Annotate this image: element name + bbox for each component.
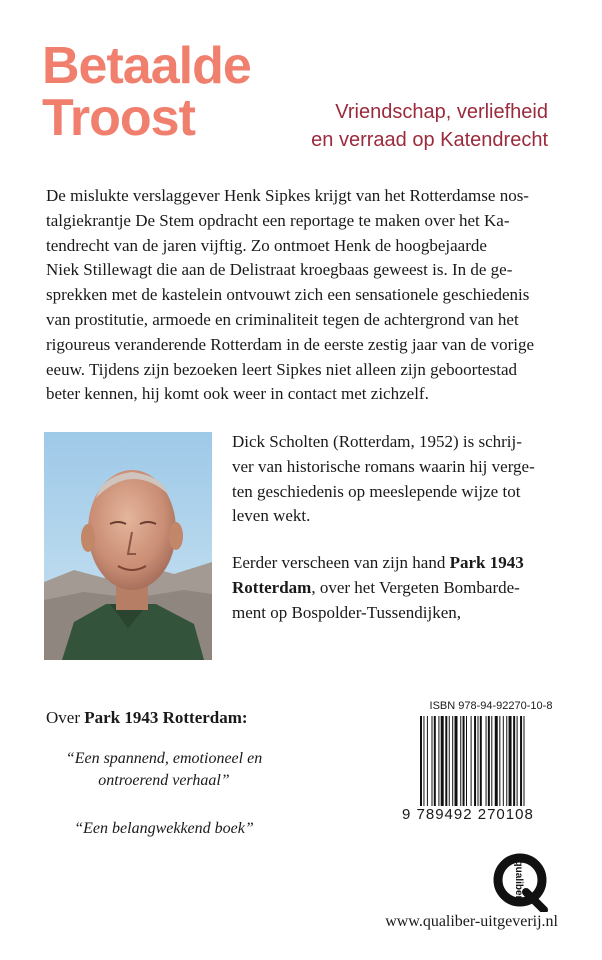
subtitle-line-1: Vriendschap, verliefheid <box>335 101 548 123</box>
bio-line: ten geschiedenis op meeslepende wijze tot <box>232 481 521 501</box>
publisher-url[interactable]: www.qualiber-uitgeverij.nl <box>385 913 558 930</box>
logo-text: qualiber <box>513 860 524 900</box>
earlier-rest-1: , over het Vergeten Bombarde- <box>311 577 520 597</box>
barcode-icon <box>418 716 564 806</box>
reviews-heading-title: Park 1943 Rotterdam: <box>84 708 248 727</box>
blurb-line: tendrecht van de jaren vijftig. Zo ontmoet Henk de hoogbejaarde <box>46 235 487 255</box>
book-title <box>42 37 251 147</box>
blurb-line: rigoureus veranderende Rotterdam in de eerste zestig jaar van de vorige <box>46 334 535 354</box>
bio-line: Dick Scholten (Rotterdam, 1952) is schrij- <box>232 432 522 451</box>
author-portrait-image <box>44 432 212 660</box>
publisher-logo-icon <box>490 852 550 912</box>
subtitle-line-2: en verraad op Katendrecht <box>311 129 548 151</box>
isbn-label: ISBN 978-94-92270-10-8 <box>429 700 553 712</box>
author-photo <box>44 432 212 660</box>
quote-line: ontroerend verhaal” <box>98 772 230 789</box>
blurb-line: talgiekrantje De Stem opdracht een reportage te maken over het Ka- <box>46 210 510 230</box>
blurb-line: De mislukte verslaggever Henk Sipkes krijgt van het Rotterdamse nos- <box>46 186 529 205</box>
book-title-line-2: Troost <box>42 89 195 147</box>
review-quote-1 <box>46 748 282 792</box>
blurb-line: Niek Stillewagt die aan de Delistraat kroegbaas geweest is. In de ge- <box>46 260 513 280</box>
barcode-digits: 9 789492 270108 <box>402 806 534 823</box>
earlier-intro: Eerder verscheen van zijn hand <box>232 553 450 573</box>
earlier-rest-2: ment op Bospolder-Tussendijken, <box>232 602 462 622</box>
quote-line: “Een spannend, emotioneel en <box>65 750 263 767</box>
bio-line: ver van historische romans waarin hij verge- <box>232 456 535 476</box>
author-bio-paragraph <box>232 430 560 529</box>
reviews-heading <box>46 708 248 728</box>
bio-line: leven wekt. <box>232 506 311 526</box>
earlier-work-paragraph <box>232 551 560 625</box>
reviews-heading-prefix: Over <box>46 708 85 727</box>
book-subtitle <box>311 98 548 154</box>
author-bio <box>232 430 560 648</box>
blurb-paragraph <box>46 184 562 407</box>
book-title-line-1: Betaalde <box>42 37 251 95</box>
blurb-line: van prostitutie, armoede en criminaliteit tegen de achtergrond van het <box>46 309 519 329</box>
blurb-line: eeuw. Tijdens zijn bezoeken leert Sipkes niet alleen zijn geboortestad <box>46 359 517 379</box>
blurb-line: sprekken met de kastelein ontvouwt zich een sensationele geschiedenis <box>46 285 530 305</box>
earlier-title-2: Rotterdam <box>232 577 312 597</box>
blurb-line: beter kennen, hij komt ook weer in contact met zichzelf. <box>46 384 429 404</box>
earlier-title-1: Park 1943 <box>449 553 524 573</box>
review-quote-2: “Een belangwekkend boek” <box>74 820 254 837</box>
